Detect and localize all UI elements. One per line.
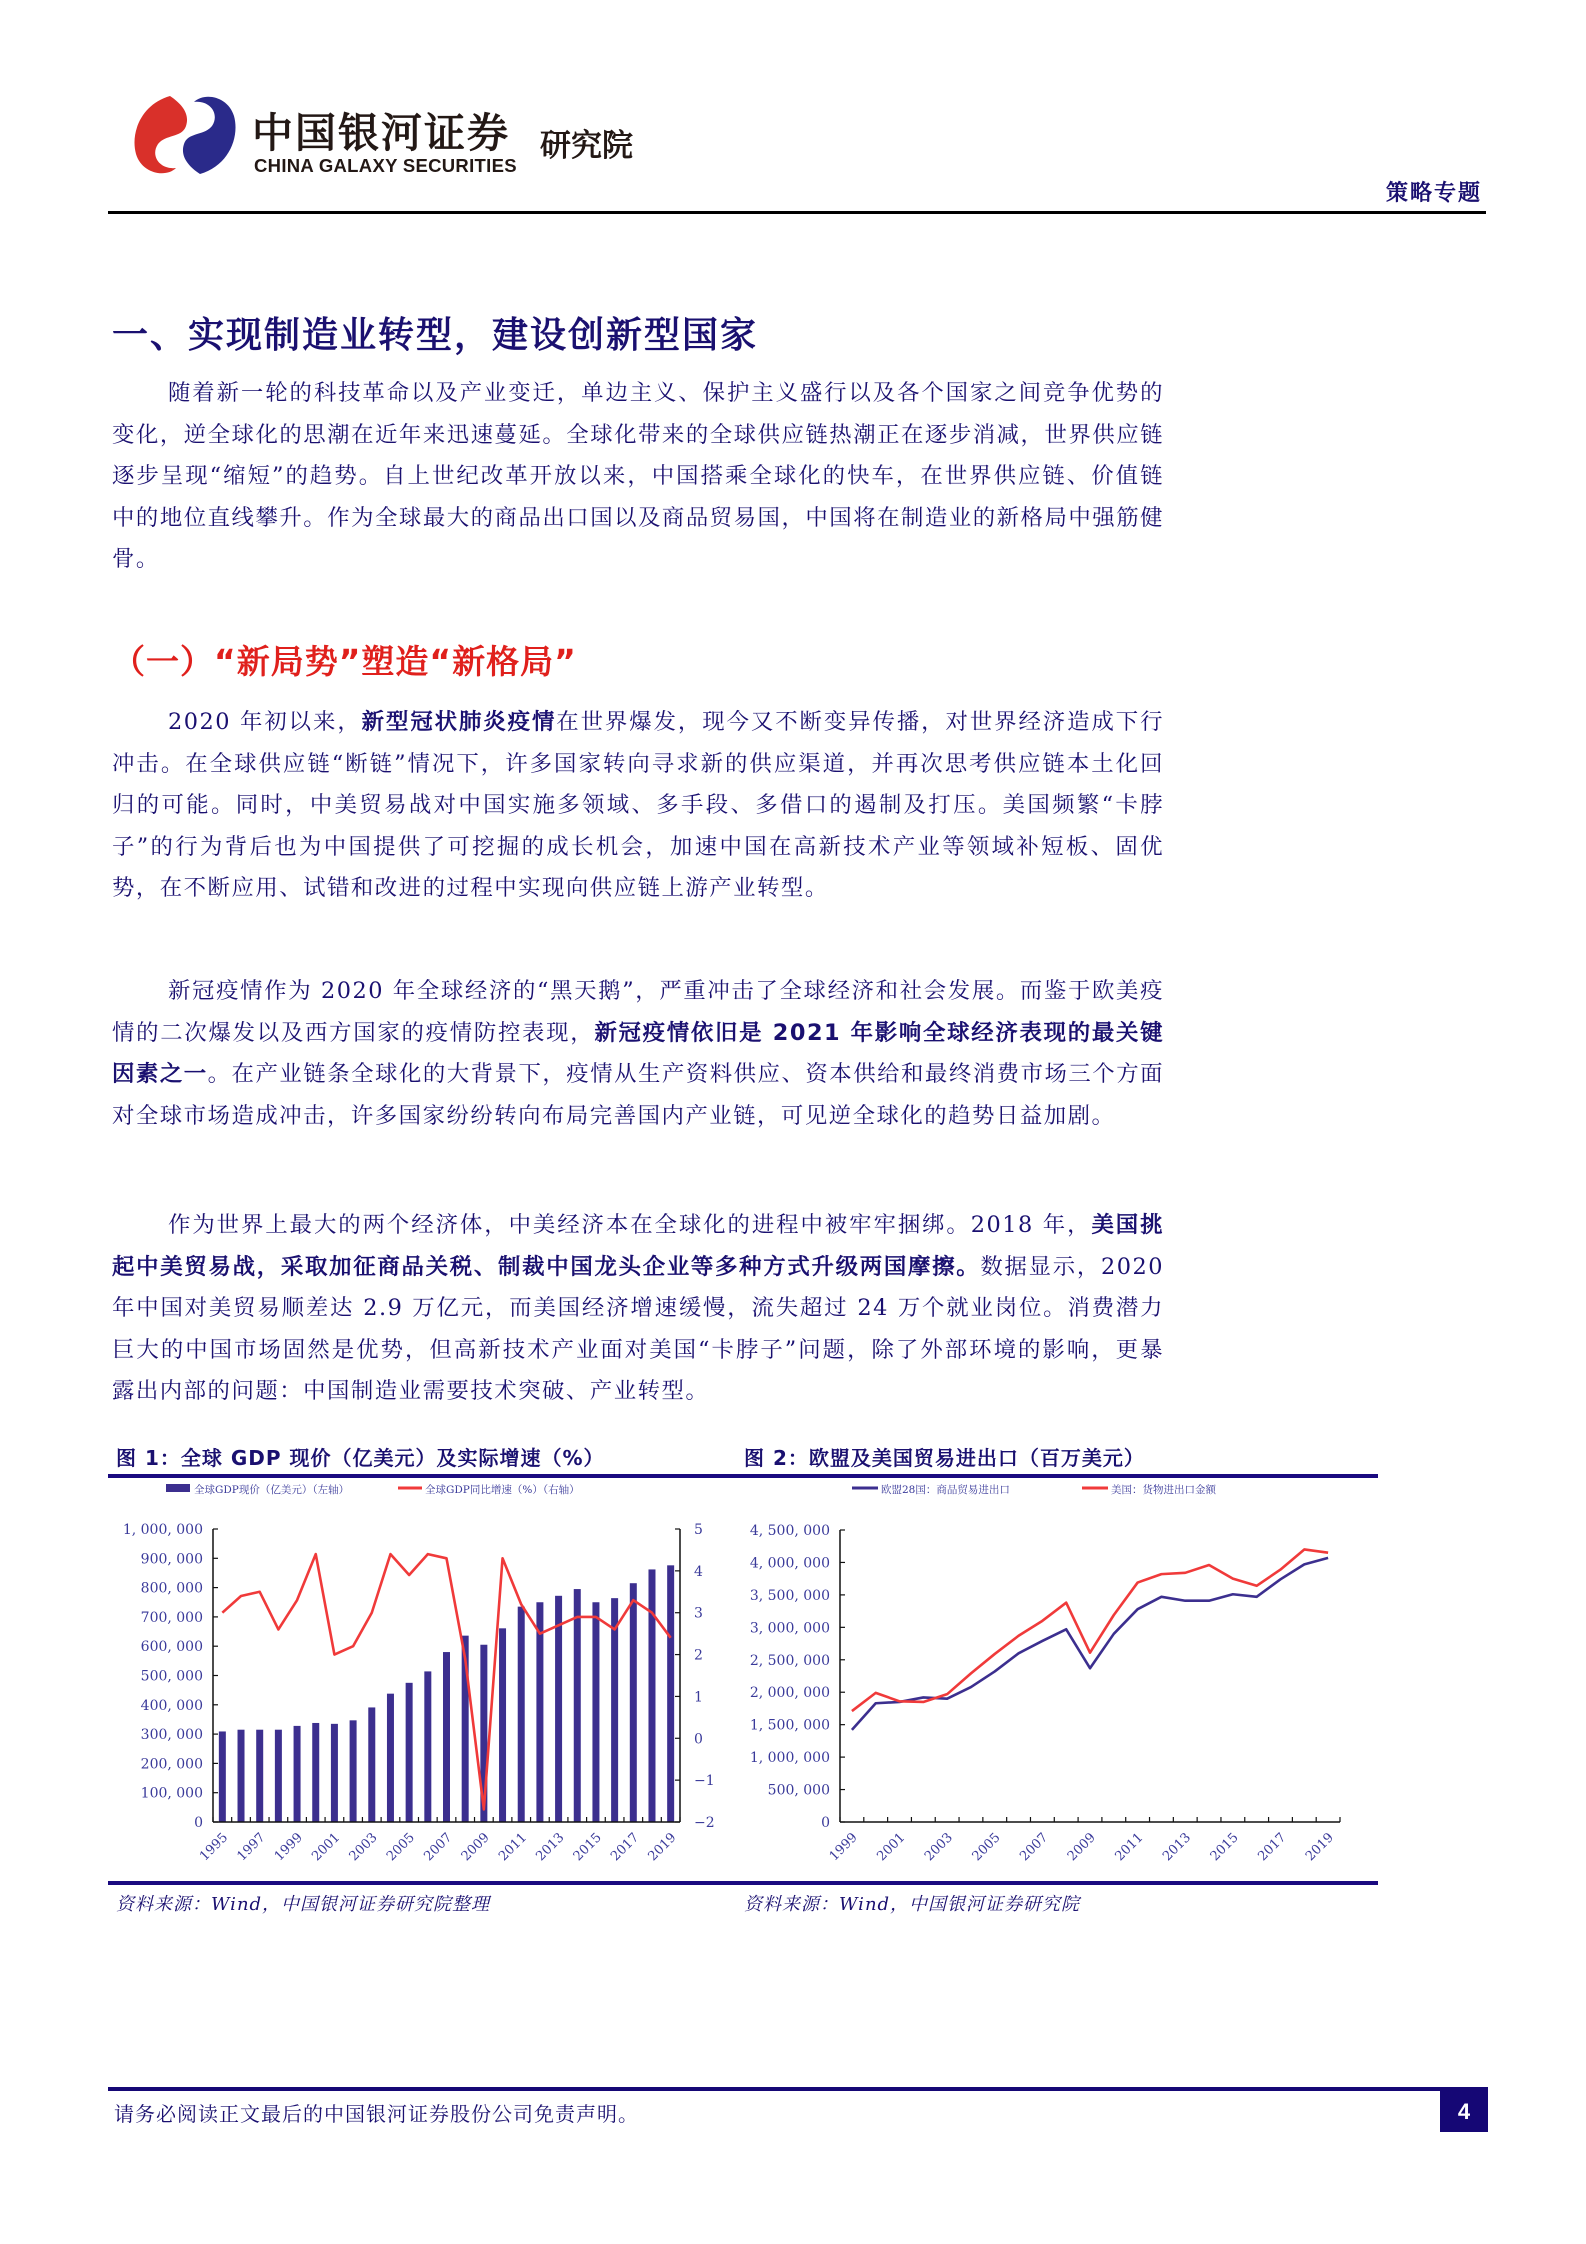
svg-text:美国：货物进出口金额: 美国：货物进出口金额 xyxy=(1111,1484,1216,1496)
svg-text:1997: 1997 xyxy=(234,1830,269,1865)
text-run: 新冠疫情作为 2020 年全球经济的“黑天鹅”，严重冲击了全球经济和社会发展。而鉴于欧美疫情的二次爆发以及西方国家的疫情防控表现， xyxy=(112,978,1164,1046)
svg-text:2019: 2019 xyxy=(645,1830,680,1865)
svg-text:2: 2 xyxy=(694,1647,703,1664)
svg-text:800, 000: 800, 000 xyxy=(140,1580,203,1597)
svg-text:2005: 2005 xyxy=(383,1830,418,1865)
svg-text:全球GDP现价（亿美元）（左轴）: 全球GDP现价（亿美元）（左轴） xyxy=(194,1484,350,1496)
bar xyxy=(312,1723,319,1822)
svg-text:5: 5 xyxy=(694,1522,703,1538)
page-number: 4 xyxy=(1440,2091,1488,2132)
svg-text:欧盟28国：商品贸易进出口: 欧盟28国：商品贸易进出口 xyxy=(881,1484,1010,1496)
svg-text:500, 000: 500, 000 xyxy=(767,1782,830,1799)
bar xyxy=(406,1683,413,1822)
svg-text:2001: 2001 xyxy=(309,1830,344,1865)
svg-text:2009: 2009 xyxy=(458,1830,493,1865)
svg-text:2011: 2011 xyxy=(1112,1830,1147,1865)
svg-text:0: 0 xyxy=(694,1731,703,1748)
bar xyxy=(294,1726,301,1822)
figure-top-divider xyxy=(108,1474,1378,1478)
bar xyxy=(219,1731,226,1822)
bar xyxy=(499,1628,506,1822)
svg-text:400, 000: 400, 000 xyxy=(140,1697,203,1714)
svg-text:3, 500, 000: 3, 500, 000 xyxy=(749,1587,830,1604)
bar xyxy=(238,1730,245,1822)
svg-text:2013: 2013 xyxy=(533,1830,568,1865)
body-paragraph xyxy=(112,971,1164,1137)
svg-text:2011: 2011 xyxy=(496,1830,531,1865)
company-logo-icon xyxy=(130,90,240,180)
emphasis-text: 新冠疫情依旧是 2021 年影响全球经济表现的最关键因素之一 xyxy=(112,1019,1164,1087)
svg-text:0: 0 xyxy=(821,1815,830,1831)
figure-2-caption: 图 2：欧盟及美国贸易进出口（百万美元） xyxy=(744,1446,1145,1470)
document-type-label: 策略专题 xyxy=(1385,181,1482,206)
bar xyxy=(648,1569,655,1822)
svg-text:3: 3 xyxy=(694,1605,703,1622)
bar xyxy=(536,1602,543,1822)
text-run: 作为世界上最大的两个经济体，中美经济本在全球化的进程中被牢牢捆绑。2018 年， xyxy=(168,1212,1092,1238)
svg-text:2013: 2013 xyxy=(1160,1830,1195,1865)
brand-name-cn: 中国银河证券 xyxy=(252,109,510,157)
chart-eu-us-trade xyxy=(730,1480,1380,1880)
header-divider xyxy=(108,211,1486,214)
svg-text:4: 4 xyxy=(694,1563,703,1580)
svg-text:0: 0 xyxy=(194,1815,203,1831)
bar xyxy=(256,1730,263,1822)
svg-text:500, 000: 500, 000 xyxy=(140,1668,203,1685)
svg-text:2, 000, 000: 2, 000, 000 xyxy=(749,1685,830,1702)
figure-bottom-divider xyxy=(108,1881,1378,1885)
text-run: 在世界爆发，现今又不断变异传播，对世界经济造成下行冲击。在全球供应链“断链”情况下，许多国家转向寻求新的供应渠道，并再次思考供应链本土化回归的可能。同时，中美贸易战对中国实施多领域、多手段、多借口的遏制及打压。美国频繁“卡脖子”的行为背后也为中国提供了可挖掘的成长机会，加速中国在高新技术产业等领域补短板、固优势，在不断应用、试错和改进的过程中实现向供应链上游产业转型。 xyxy=(112,709,1164,901)
svg-text:1, 500, 000: 1, 500, 000 xyxy=(749,1717,830,1734)
svg-text:−1: −1 xyxy=(694,1773,715,1790)
section-intro-paragraph: 随着新一轮的科技革命以及产业变迁，单边主义、保护主义盛行以及各个国家之间竞争优势的变化，逆全球化的思潮在近年来迅速蔓延。全球化带来的全球供应链热潮正在逐步消减，世界供应链逐步呈现“缩短”的趋势。自上世纪改革开放以来，中国搭乘全球化的快车，在世界供应链、价值链中的地位直线攀升。作为全球最大的商品出口国以及商品贸易国，中国将在制造业的新格局中强筋健骨。 xyxy=(112,380,1164,572)
svg-text:600, 000: 600, 000 xyxy=(140,1639,203,1656)
svg-text:2017: 2017 xyxy=(608,1830,643,1865)
series-line xyxy=(852,1558,1328,1730)
bar xyxy=(592,1602,599,1822)
text-run: 数据显示，2020 年中国对美贸易顺差达 2.9 万亿元，而美国经济增速缓慢，流失超过 24 万个就业岗位。消费潜力巨大的中国市场固然是优势，但高新技术产业面对美国“卡脖子”问题，除了外部环境的影响，更暴露出内部的问题：中国制造业需要技术突破、产业转型。 xyxy=(112,1253,1165,1404)
svg-text:1, 000, 000: 1, 000, 000 xyxy=(122,1522,203,1538)
footer-divider xyxy=(108,2087,1488,2091)
disclaimer-notice: 请务必阅读正文最后的中国银河证券股份公司免责声明。 xyxy=(114,2102,639,2126)
bar xyxy=(275,1730,282,1822)
svg-text:2007: 2007 xyxy=(1017,1830,1052,1865)
section-heading: 一、实现制造业转型，建设创新型国家 xyxy=(112,315,759,356)
emphasis-text: 新型冠状肺炎疫情 xyxy=(361,709,557,735)
series-line xyxy=(852,1549,1328,1711)
body-paragraph xyxy=(112,1205,1164,1413)
text-run: 。在产业链条全球化的大背景下，疫情从生产资料供应、资本供给和最终消费市场三个方面对全球市场造成冲击，许多国家纷纷转向布局完善国内产业链，可见逆全球化的趋势日益加剧。 xyxy=(112,1061,1165,1129)
bar xyxy=(630,1583,637,1822)
institute-label: 研究院 xyxy=(540,128,633,164)
bar xyxy=(443,1652,450,1822)
svg-text:2, 500, 000: 2, 500, 000 xyxy=(749,1652,830,1669)
svg-text:2017: 2017 xyxy=(1255,1830,1290,1865)
bar xyxy=(350,1720,357,1822)
svg-text:2015: 2015 xyxy=(1207,1830,1242,1865)
svg-text:2009: 2009 xyxy=(1064,1830,1099,1865)
svg-text:2003: 2003 xyxy=(346,1830,381,1865)
figure-1-source: 资料来源：Wind，中国银河证券研究院整理 xyxy=(116,1894,491,1915)
svg-text:2019: 2019 xyxy=(1302,1830,1337,1865)
svg-text:1: 1 xyxy=(694,1689,703,1706)
chart-global-gdp xyxy=(108,1480,728,1880)
svg-text:2007: 2007 xyxy=(421,1830,456,1865)
bar xyxy=(555,1596,562,1822)
bar xyxy=(611,1598,618,1822)
bar xyxy=(331,1724,338,1822)
emphasis-text: 美国挑起中美贸易战，采取加征商品关税、制裁中国龙头企业等多种方式升级两国摩擦。 xyxy=(112,1212,1164,1280)
svg-text:4, 500, 000: 4, 500, 000 xyxy=(749,1523,830,1539)
svg-text:700, 000: 700, 000 xyxy=(140,1609,203,1626)
body-paragraph xyxy=(112,702,1164,910)
svg-text:100, 000: 100, 000 xyxy=(140,1785,203,1802)
bar xyxy=(518,1607,525,1822)
svg-text:2003: 2003 xyxy=(921,1830,956,1865)
svg-text:300, 000: 300, 000 xyxy=(140,1727,203,1744)
bar xyxy=(368,1707,375,1822)
svg-text:200, 000: 200, 000 xyxy=(140,1756,203,1773)
svg-text:3, 000, 000: 3, 000, 000 xyxy=(749,1620,830,1637)
bar xyxy=(574,1589,581,1822)
svg-text:−2: −2 xyxy=(694,1815,715,1831)
svg-text:1999: 1999 xyxy=(271,1830,306,1865)
svg-text:2001: 2001 xyxy=(874,1830,909,1865)
subsection-heading: （一）“新局势”塑造“新格局” xyxy=(112,642,577,681)
figure-2-source: 资料来源：Wind，中国银河证券研究院 xyxy=(744,1894,1081,1915)
svg-text:1999: 1999 xyxy=(826,1830,861,1865)
svg-text:900, 000: 900, 000 xyxy=(140,1551,203,1568)
bar xyxy=(387,1694,394,1822)
figure-1-caption: 图 1：全球 GDP 现价（亿美元）及实际增速（%） xyxy=(116,1446,605,1470)
svg-text:1, 000, 000: 1, 000, 000 xyxy=(749,1750,830,1767)
text-run: 2020 年初以来， xyxy=(168,709,362,735)
svg-text:4, 000, 000: 4, 000, 000 xyxy=(749,1555,830,1572)
bar xyxy=(667,1565,674,1822)
bar xyxy=(424,1671,431,1822)
svg-text:2005: 2005 xyxy=(969,1830,1004,1865)
svg-text:2015: 2015 xyxy=(570,1830,605,1865)
legend-swatch-bar xyxy=(166,1484,190,1492)
svg-text:全球GDP同比增速（%）（右轴）: 全球GDP同比增速（%）（右轴） xyxy=(425,1484,580,1496)
brand-name-en: CHINA GALAXY SECURITIES xyxy=(254,155,517,176)
svg-text:1995: 1995 xyxy=(197,1830,232,1865)
